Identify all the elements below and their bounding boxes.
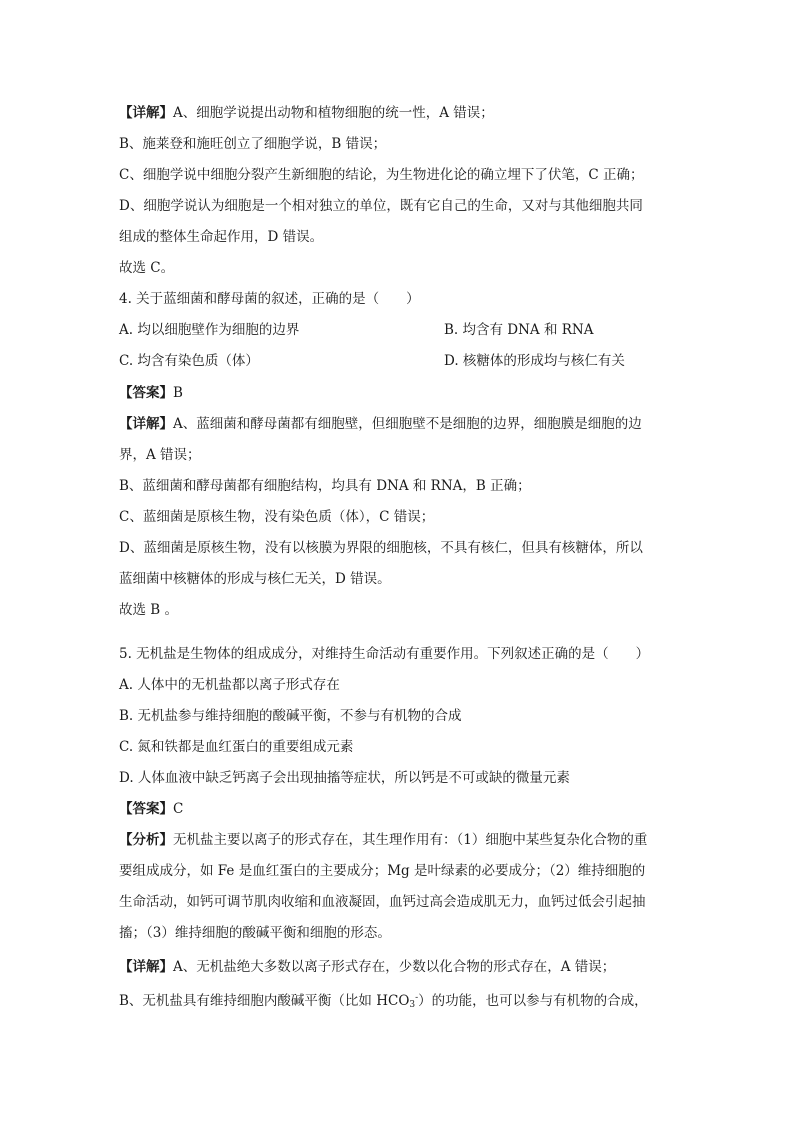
detail-text: A、细胞学说提出动物和植物细胞的统一性，A 错误；: [173, 105, 494, 121]
detail-text-pre: B、无机盐具有维持细胞内酸碱平衡（比如 HCO: [119, 993, 410, 1009]
q5-detail-a: [119, 958, 615, 976]
q5-option-d: D. 人体血液中缺乏钙离子会出现抽搐等症状，所以钙是不可或缺的微量元素: [119, 770, 570, 786]
q5-analysis-cont-1: 要组成成分，如 Fe 是血红蛋白的主要成分；Mg 是叶绿素的必要成分；（2）维持细胞的: [119, 863, 646, 879]
q5-option-b: B. 无机盐参与维持细胞的酸碱平衡，不参与有机物的合成: [119, 708, 462, 724]
q5-analysis: [119, 831, 647, 849]
question-5: 5. 无机盐是生物体的组成成分，对维持生命活动有重要作用。下列叙述正确的是（ ）: [119, 646, 650, 662]
answer-value: B: [173, 385, 183, 401]
answer-value: C: [173, 801, 184, 817]
analysis-tag: 【分析】: [119, 832, 173, 848]
q4-option-a: A. 均以细胞壁作为细胞的边界: [119, 322, 300, 338]
detail-line-d-cont: 组成的整体生命起作用，D 错误。: [119, 229, 324, 245]
q5-option-c: C. 氮和铁都是血红蛋白的重要组成元素: [119, 739, 354, 755]
q4-detail-b: B、蓝细菌和酵母菌都有细胞结构，均具有 DNA 和 RNA，B 正确；: [119, 478, 531, 494]
superscript: -: [415, 993, 419, 1003]
q4-answer: [119, 384, 183, 402]
subscript: 3: [409, 1000, 416, 1010]
answer-tag: 【答案】: [119, 385, 173, 401]
q5-option-a: A. 人体中的无机盐都以离子形式存在: [119, 677, 340, 693]
detail-tag: 【详解】: [119, 416, 173, 432]
detail-line-a: [119, 104, 494, 122]
q4-detail-a-cont: 界，A 错误；: [119, 447, 201, 463]
q4-option-b: B. 均含有 DNA 和 RNA: [444, 322, 594, 338]
q5-detail-b: [119, 989, 648, 1014]
q5-analysis-cont-2: 生命活动，如钙可调节肌肉收缩和血液凝固，血钙过高会造成肌无力，血钙过低会引起抽: [119, 894, 646, 910]
q4-choice: 故选 B 。: [119, 602, 179, 618]
analysis-text: 无机盐主要以离子的形式存在，其生理作用有：（1）细胞中某些复杂化合物的重: [173, 832, 648, 848]
q4-detail-a: [119, 415, 642, 433]
detail-text: A、无机盐绝大多数以离子形式存在，少数以化合物的形式存在，A 错误；: [173, 959, 616, 975]
detail-tag: 【详解】: [119, 105, 173, 121]
answer-tag: 【答案】: [119, 801, 173, 817]
q4-detail-c: C、蓝细菌是原核生物，没有染色质（体），C 错误；: [119, 509, 435, 525]
detail-line-b: B、施莱登和施旺创立了细胞学说，B 错误；: [119, 136, 387, 152]
detail-text-post: ）的功能，也可以参与有机物的合成，: [418, 993, 648, 1009]
q5-analysis-cont-3: 搐；（3）维持细胞的酸碱平衡和细胞的形态。: [119, 925, 391, 941]
detail-text: A、蓝细菌和酵母菌都有细胞壁，但细胞壁不是细胞的边界，细胞膜是细胞的边: [173, 416, 642, 432]
detail-line-c: C、细胞学说中细胞分裂产生新细胞的结论，为生物进化论的确立埋下了伏笔，C 正确；: [119, 167, 644, 183]
question-4: 4. 关于蓝细菌和酵母菌的叙述，正确的是（ ）: [119, 291, 420, 307]
q4-detail-d: D、蓝细菌是原核生物，没有以核膜为界限的细胞核，不具有核仁，但具有核糖体，所以: [119, 540, 643, 556]
q4-option-c: C. 均含有染色质（体）: [119, 353, 259, 369]
q4-detail-d-cont: 蓝细菌中核糖体的形成与核仁无关，D 错误。: [119, 571, 391, 587]
choice-line: 故选 C。: [119, 260, 175, 276]
q5-answer: [119, 800, 183, 818]
q4-option-d: D. 核糖体的形成均与核仁有关: [444, 353, 625, 369]
detail-tag: 【详解】: [119, 959, 173, 975]
detail-line-d: D、细胞学说认为细胞是一个相对独立的单位，既有它自己的生命，又对与其他细胞共同: [119, 198, 643, 214]
